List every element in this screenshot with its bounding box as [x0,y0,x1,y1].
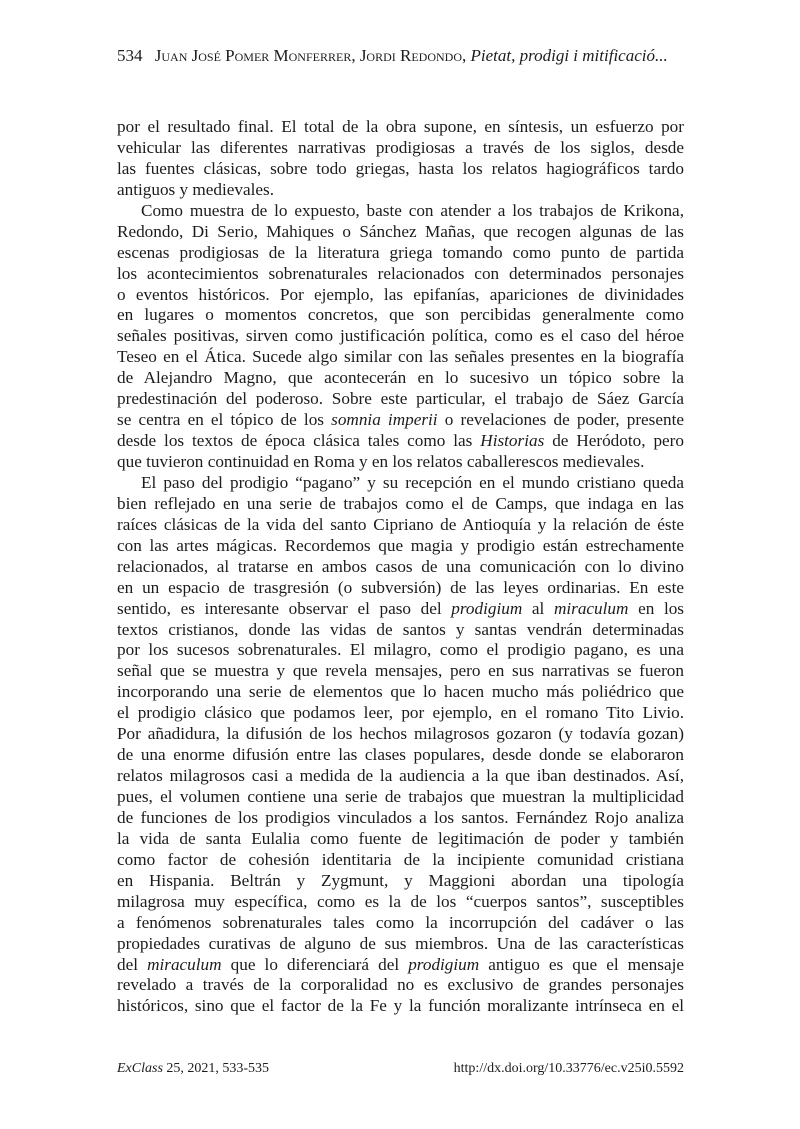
text-line [117,661,684,682]
text-segment: bien reflejado en una serie de trabajos como el de Camps, que indaga en las [117,493,684,513]
text-segment: antiguo es que el mensaje [479,954,684,974]
text-line [117,347,684,368]
journal-citation [117,1061,269,1077]
text-line [117,222,684,243]
text-segment: incorporando una serie de elementos que lo hacen mucho más poliédrico que [117,682,684,702]
text-segment: milagrosa muy específica, como es la de los “cuerpos santos”, susceptibles [117,891,684,911]
text-segment: vehicular las diferentes narrativas prodigiosas a través de los siglos, desde [117,137,684,157]
text-line [117,955,684,976]
text-segment: con las artes mágicas. Recordemos que magia y prodigio están estrechamente [117,535,684,555]
text-line [117,599,684,620]
text-line [117,996,684,1017]
text-line [117,243,684,264]
text-segment: raíces clásicas de la vida del santo Cipriano de Antioquía y la relación de éste [117,514,684,534]
text-segment: textos cristianos, donde las vidas de santos y santas vendrán determinadas [117,619,684,639]
text-line [117,473,684,494]
text-line [117,410,684,431]
text-line [117,808,684,829]
text-segment: relatos milagrosos casi a medida de la audiencia a la que iban destinados. Así, [117,766,684,786]
text-segment: del [117,954,148,974]
italic-term: somnia imperii [331,410,438,430]
text-segment: o revelaciones de poder, presente [437,410,684,430]
text-segment: pues, el volumen contiene una serie de trabajos que muestran la multiplicidad [117,787,684,806]
text-segment: históricos, sino que el factor de la Fe y la función moralizante intrínseca en el [117,996,684,1016]
text-line [117,389,684,410]
text-segment: Como muestra de lo expuesto, baste con atender a los trabajos de Krikona, [141,200,684,220]
text-line [117,264,684,285]
text-line [117,515,684,536]
italic-term: Historias [480,431,545,451]
text-segment: de Heródoto, pero [544,431,684,451]
text-segment: señales positivas, sirven como justificación política, como es el caso del héroe [117,326,684,346]
text-segment: los acontecimientos sobrenaturales relacionados con determinados personajes [117,263,684,283]
text-line [117,159,684,180]
italic-term: miraculum [553,598,629,618]
text-segment: Teseo en el Ática. Sucede algo similar con las señales presentes en la biografía [117,347,684,367]
body-text [117,117,684,1017]
text-segment: relacionados, al tratarse en ambos casos de una comunicación con lo divino [117,556,684,576]
text-segment: que lo diferenciará del [221,954,409,974]
text-segment: por el resultado final. El total de la obra supone, en síntesis, un esfuerzo por [117,117,684,136]
text-line [117,703,684,724]
text-line [117,682,684,703]
text-line [117,180,684,201]
text-line [117,578,684,599]
header-authors: Juan José Pomer Monferrer, Jordi Redondo, [154,46,467,65]
text-segment: o eventos históricos. Por ejemplo, las epifanías, apariciones de divinidades [117,284,684,304]
text-line [117,117,684,138]
text-segment: que tuvieron continuidad en Roma y en los relatos caballerescos medievales. [117,452,645,471]
text-line [117,620,684,641]
text-segment: señal que se muestra y que revela mensajes, pero en sus narrativas se fueron [117,661,684,681]
text-line [117,766,684,787]
text-segment: el prodigio clásico que podamos leer, por ejemplo, en el romano Tito Livio. [117,703,684,723]
text-segment: sentido, es interesante observar el paso del [117,598,452,618]
text-line [117,975,684,996]
journal-name: ExClass [117,1061,163,1076]
text-line [117,431,684,452]
text-segment: de funciones de los prodigios vinculados a los santos. Fernández Rojo analiza [117,807,684,827]
page-number: 534 [117,46,143,65]
text-segment: propiedades curativas de alguno de sus miembros. Una de las características [117,933,684,953]
volume-year-pages: 25, 2021, 533-535 [162,1061,270,1076]
text-line [117,745,684,766]
italic-term: prodigium [408,954,480,974]
text-line [117,452,684,473]
text-segment: escenas prodigiosas de la literatura griega tomando como punto de partida [117,242,684,262]
header-title: Pietat, prodigi i mitificació... [470,46,668,65]
text-line [117,892,684,913]
italic-term: miraculum [147,954,222,974]
text-segment: se centra en el tópico de los [117,410,332,430]
text-line [117,913,684,934]
text-segment: como factor de cohesión identitaria de la incipiente comunidad cristiana [117,849,684,869]
text-line [117,787,684,808]
text-segment: en Hispania. Beltrán y Zygmunt, y Maggioni abordan una tipología [117,870,684,890]
page-footer [117,1061,684,1077]
text-line [117,285,684,306]
italic-term: prodigium [451,598,523,618]
text-line [117,640,684,661]
text-line [117,871,684,892]
text-line [117,494,684,515]
text-segment: la vida de santa Eulalia como fuente de legitimación de poder y también [117,828,684,848]
text-segment: por los sucesos sobrenaturales. El milagro, como el prodigio pagano, es una [117,640,684,660]
text-line [117,536,684,557]
text-line [117,557,684,578]
text-segment: al [522,598,554,618]
text-line [117,829,684,850]
text-segment: revelado a través de la corporalidad no es exclusivo de grandes personajes [117,975,684,995]
text-segment: Redondo, Di Serio, Mahiques o Sánchez Mañas, que recogen algunas de las [117,221,684,241]
text-segment: antiguos y medievales. [117,179,275,199]
text-line [117,305,684,326]
text-line [117,850,684,871]
text-line [117,326,684,347]
doi-link[interactable]: http://dx.doi.org/10.33776/ec.v25i0.5592 [453,1061,684,1076]
text-segment: en un espacio de trasgresión (o subversión) de las leyes ordinarias. En este [117,577,684,597]
text-segment: El paso del prodigio “pagano” y su recepción en el mundo cristiano queda [141,472,684,492]
text-segment: de Alejandro Magno, que acontecerán en lo sucesivo un tópico sobre la [117,368,684,388]
text-line [117,138,684,159]
text-segment: desde los textos de época clásica tales como las [117,431,481,451]
text-segment: de una enorme difusión entre las clases populares, desde donde se elaboraron [117,745,684,765]
text-segment: en los [628,598,684,618]
text-segment: en lugares o momentos concretos, que son percibidas generalmente como [117,305,684,325]
text-segment: Por añadidura, la difusión de los hechos milagrosos gozaron (y todavía gozan) [117,724,684,744]
text-segment: predestinación del poderoso. Sobre este particular, el trabajo de Sáez García [117,389,684,409]
text-line [117,368,684,389]
running-header [117,46,697,66]
text-line [117,724,684,745]
text-line [117,201,684,222]
text-segment: a fenómenos sobrenaturales tales como la incorrupción del cadáver o las [117,912,684,932]
text-segment: las fuentes clásicas, sobre todo griegas, hasta los relatos hagiográficos tardo [117,158,684,178]
text-line [117,934,684,955]
